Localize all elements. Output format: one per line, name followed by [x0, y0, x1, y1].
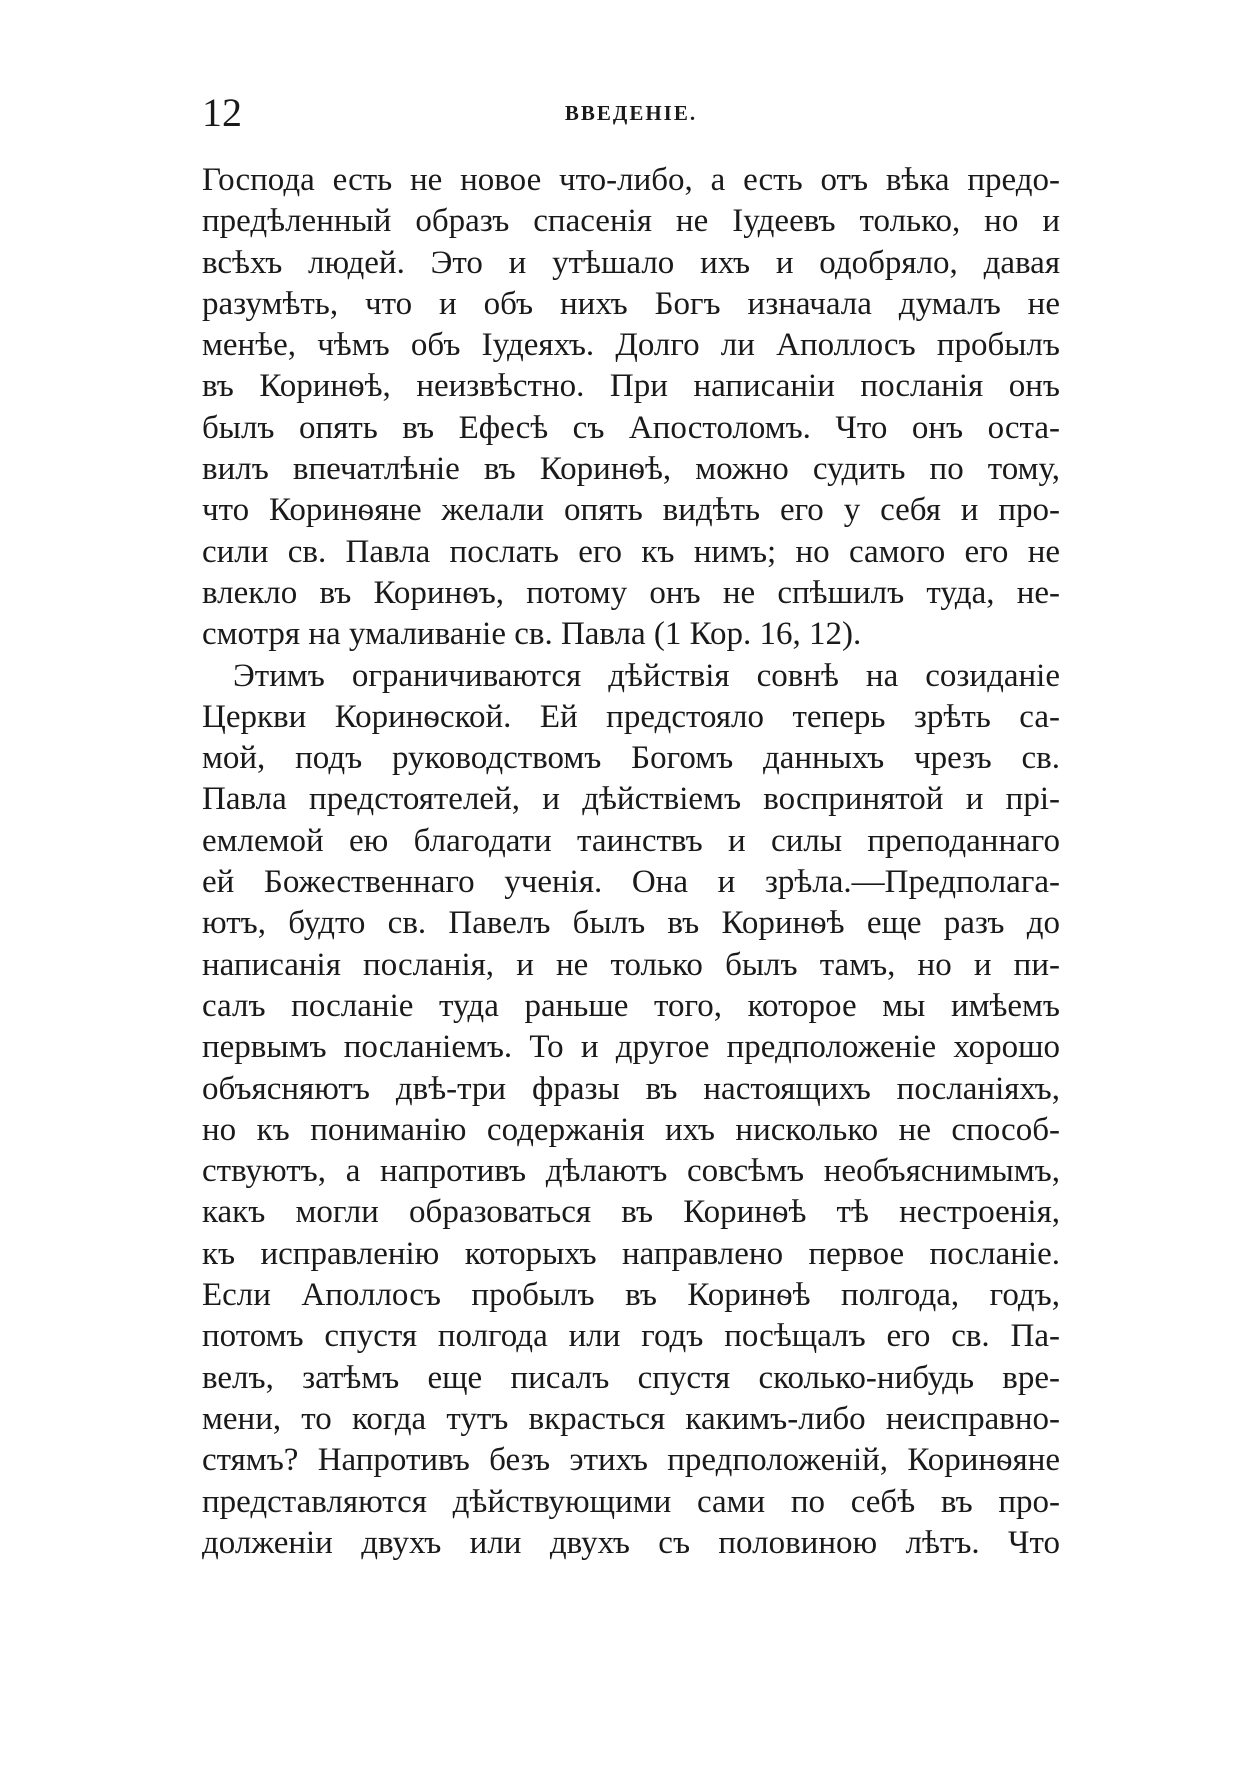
text-line: мени, то когда тутъ вкрасться какимъ-либо неисправно- — [202, 1400, 1060, 1437]
text-line: емлемой ею благодати таинствъ и силы преподаннаго — [202, 822, 1060, 859]
text-line: мой, подъ руководствомъ Богомъ данныхъ чрезъ св. — [202, 740, 1060, 777]
body-text — [202, 160, 1060, 1564]
text-line: велъ, затѣмъ еще писалъ спустя сколько-нибудь вре- — [202, 1359, 1060, 1396]
text-line: Этимъ ограничиваются дѣйствія совнѣ на созиданіе — [233, 657, 1060, 694]
text-line: вилъ впечатлѣніе въ Коринѳѣ, можно судить по тому, — [202, 451, 1060, 488]
text-line: Павла предстоятелей, и дѣйствіемъ воспринятой и прі- — [202, 781, 1060, 818]
text-line: сили св. Павла послать его къ нимъ; но самого его не — [202, 533, 1060, 570]
text-line: первымъ посланіемъ. То и другое предположеніе хорошо — [202, 1029, 1060, 1066]
text-line: но къ пониманію содержанія ихъ нисколько не способ- — [202, 1111, 1060, 1148]
text-line: Господа есть не новое что-либо, а есть отъ вѣка предо- — [202, 162, 1060, 198]
paragraph-2 — [202, 656, 1060, 1565]
paragraph-1 — [202, 160, 1060, 656]
text-line: ей Божественнаго ученія. Она и зрѣла.—Предполага- — [202, 864, 1060, 901]
text-line: что Коринѳяне желали опять видѣть его у себя и про- — [202, 492, 1060, 529]
text-line: объясняютъ двѣ-три фразы въ настоящихъ посланіяхъ, — [202, 1070, 1060, 1107]
text-line: въ Коринѳѣ, неизвѣстно. При написаніи посланія онъ — [202, 368, 1060, 405]
text-line: предѣленный образъ спасенія не Іудеевъ только, но и — [202, 203, 1060, 240]
text-line: влекло въ Коринѳъ, потому онъ не спѣшилъ туда, не- — [202, 574, 1060, 611]
text-line: Если Аполлосъ пробылъ въ Коринѳѣ полгода, годъ, — [202, 1277, 1060, 1314]
page-number: 12 — [202, 90, 242, 135]
text-line: къ исправленію которыхъ направлено первое посланіе. — [202, 1235, 1060, 1272]
text-line: смотря на умаливаніе св. Павла (1 Кор. 16, 12). — [202, 616, 862, 653]
text-line: Церкви Коринѳской. Ей предстояло теперь зрѣть са- — [202, 698, 1060, 735]
text-line: какъ могли образоваться въ Коринѳѣ тѣ нестроенія, — [202, 1194, 1060, 1231]
text-line: менѣе, чѣмъ объ Іудеяхъ. Долго ли Аполлосъ пробылъ — [202, 327, 1060, 364]
text-line: ствуютъ, а напротивъ дѣлаютъ совсѣмъ необъяснимымъ, — [202, 1153, 1060, 1190]
running-title: ВВЕДЕНІЕ. — [564, 101, 698, 125]
text-line: разумѣть, что и объ нихъ Богъ изначала думалъ не — [202, 285, 1060, 322]
text-line: ютъ, будто св. Павелъ былъ въ Коринѳѣ еще разъ до — [202, 905, 1060, 942]
text-line: потомъ спустя полгода или годъ посѣщалъ его св. Па- — [202, 1318, 1060, 1355]
text-line: долженіи двухъ или двухъ съ половиною лѣтъ. Что — [202, 1524, 1060, 1561]
page-header — [202, 88, 1060, 138]
text-line: салъ посланіе туда раньше того, которое мы имѣемъ — [202, 987, 1060, 1024]
text-line: всѣхъ людей. Это и утѣшало ихъ и одобряло, давая — [202, 244, 1060, 281]
text-line: написанія посланія, и не только былъ тамъ, но и пи- — [202, 946, 1060, 983]
text-line: стямъ? Напротивъ безъ этихъ предположеній, Коринѳяне — [202, 1442, 1060, 1479]
text-line: былъ опять въ Ефесѣ съ Апостоломъ. Что онъ оста- — [202, 409, 1060, 446]
text-line: представляются дѣйствующими сами по себѣ въ про- — [202, 1483, 1060, 1520]
